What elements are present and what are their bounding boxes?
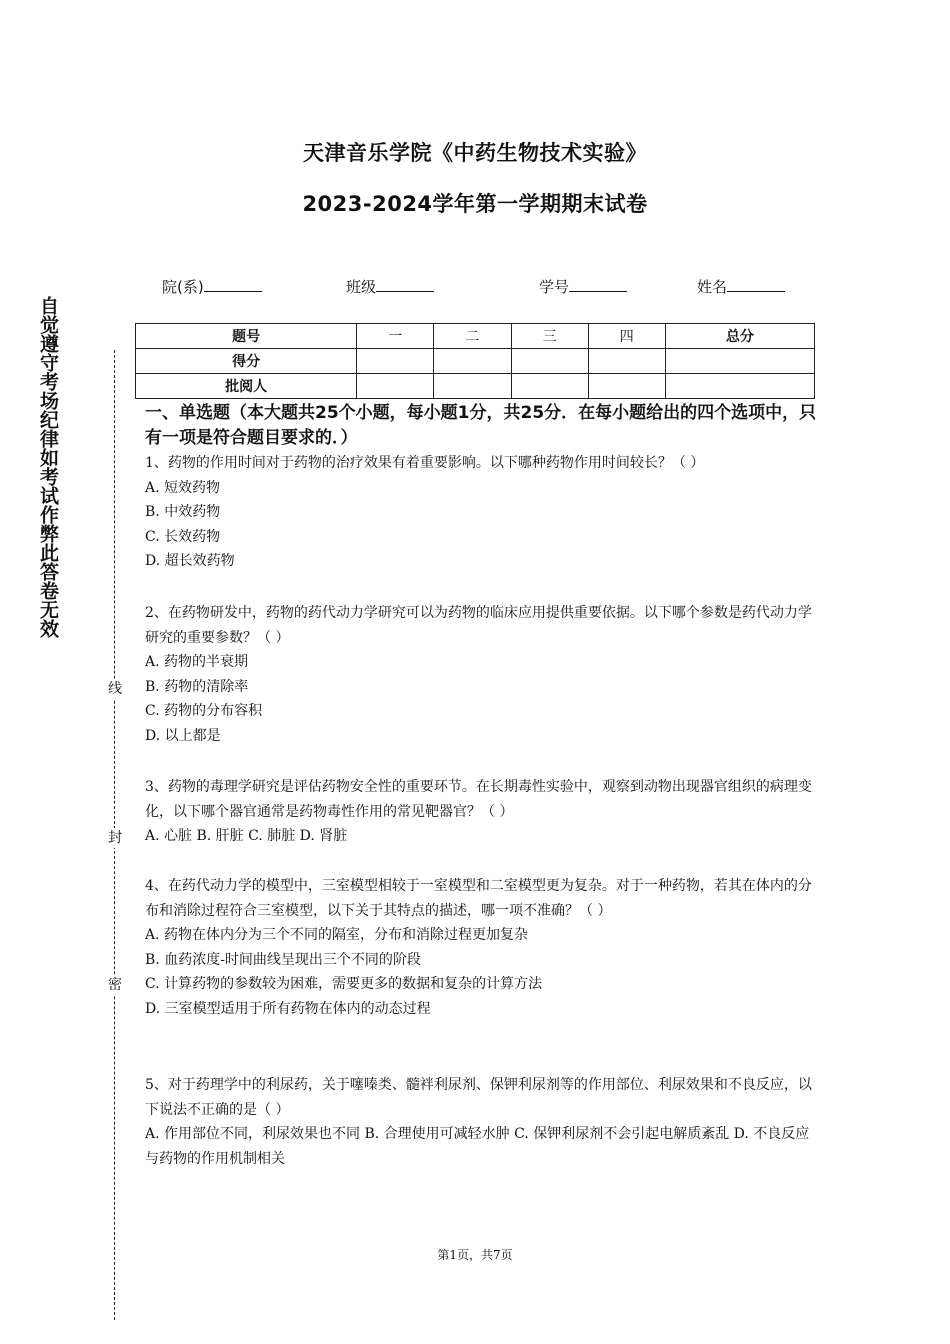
score-cell[interactable] [588,349,665,374]
score-cell[interactable] [357,349,434,374]
cut-mark-line: 线 [105,679,125,699]
name-field[interactable] [697,276,785,297]
option-d[interactable]: D. 三室模型适用于所有药物在体内的动态过程 [145,1000,431,1017]
question-stem: 4、在药代动力学的模型中，三室模型相较于一室模型和二室模型更为复杂。对于一种药物，若其在体内的分布和消除过程符合三室模型，以下关于其特点的描述，哪一项不准确？（ ） [145,878,812,919]
score-cell[interactable] [665,349,814,374]
option-a[interactable]: A. 药物的半衰期 [145,654,249,670]
score-header-cell: 三 [511,324,588,349]
student-id-field[interactable] [539,276,627,297]
option-b[interactable]: B. 中效药物 [145,504,221,520]
option-d[interactable]: D. 超长效药物 [145,553,235,569]
score-table-header-row [136,324,815,349]
score-cell[interactable] [434,349,511,374]
score-cell[interactable] [665,374,814,399]
score-row-label: 得分 [136,349,357,374]
department-label: 院(系) [162,278,204,296]
question-3 [145,775,815,849]
question-stem: 2、在药物研发中，药物的药代动力学研究可以为药物的临床应用提供重要依据。以下哪个参数是药代动力学研究的重要参数？（ ） [145,605,812,646]
department-blank[interactable] [204,277,262,292]
score-cell[interactable] [357,374,434,399]
score-header-cell: 四 [588,324,665,349]
score-table [135,323,815,399]
exam-title: 天津音乐学院《中药生物技术实验》 [303,141,647,165]
question-stem: 1、药物的作用时间对于药物的治疗效果有着重要影响。以下哪种药物作用时间较长？（ ） [145,455,705,471]
cut-mark-seal: 封 [105,828,125,848]
exam-subtitle: 2023-2024学年第一学期期末试卷 [302,192,648,216]
option-b[interactable]: B. 血药浓度-时间曲线呈现出三个不同的阶段 [145,951,421,968]
page-number: 第1页，共7页 [437,1248,513,1262]
class-label: 班级 [346,278,377,296]
cut-mark-secret: 密 [105,975,125,995]
score-table-row [136,349,815,374]
option-d[interactable]: D. 以上都是 [145,727,221,744]
option-b[interactable]: B. 药物的清除率 [145,678,249,695]
option-a[interactable]: A. 短效药物 [145,479,221,496]
option-c[interactable]: C. 长效药物 [145,528,221,545]
question-2 [145,601,815,748]
score-table-row [136,374,815,399]
option-a[interactable]: A. 药物在体内分为三个不同的隔室，分布和消除过程更加复杂 [145,927,529,943]
score-header-cell: 题号 [136,324,357,349]
option-c[interactable]: C. 药物的分布容积 [145,703,263,719]
option-c[interactable]: C. 计算药物的参数较为困难，需要更多的数据和复杂的计算方法 [145,976,543,992]
question-1 [145,451,815,574]
question-stem: 3、药物的毒理学研究是评估药物安全性的重要环节。在长期毒性实验中，观察到动物出现器官组织的病理变化，以下哪个器官通常是药物毒性作用的常见靶器官？（ ） [145,779,812,820]
student-id-label: 学号 [539,278,570,296]
score-cell[interactable] [588,374,665,399]
class-field[interactable] [346,276,434,297]
score-cell[interactable] [511,349,588,374]
score-header-cell: 总分 [665,324,814,349]
score-cell[interactable] [511,374,588,399]
options-inline[interactable]: A. 作用部位不同，利尿效果也不同 B. 合理使用可减轻水肿 C. 保钾利尿剂不会引起电解质紊乱 D. 不良反应与药物的作用机制相关 [145,1126,810,1167]
score-header-cell: 二 [434,324,511,349]
section-heading: 一、单选题（本大题共25个小题，每小题1分，共25分．在每小题给出的四个选项中，只有一项是符合题目要求的．） [145,403,817,448]
score-row-label: 批阅人 [136,374,357,399]
question-stem: 5、对于药理学中的利尿药，关于噻嗪类、髓袢利尿剂、保钾利尿剂等的作用部位、利尿效果和不良反应，以下说法不正确的是（ ） [145,1077,812,1118]
name-label: 姓名 [697,278,728,296]
question-5 [145,1073,815,1171]
score-header-cell: 一 [357,324,434,349]
score-cell[interactable] [434,374,511,399]
options-inline[interactable]: A. 心脏 B. 肝脏 C. 肺脏 D. 肾脏 [145,828,348,844]
side-warning: 自觉遵守考场纪律如考试作弊此答卷无效 [37,296,59,638]
student-id-blank[interactable] [569,277,627,292]
department-field[interactable] [162,276,262,297]
name-blank[interactable] [727,277,785,292]
class-blank[interactable] [376,277,434,292]
question-4 [145,874,815,1021]
